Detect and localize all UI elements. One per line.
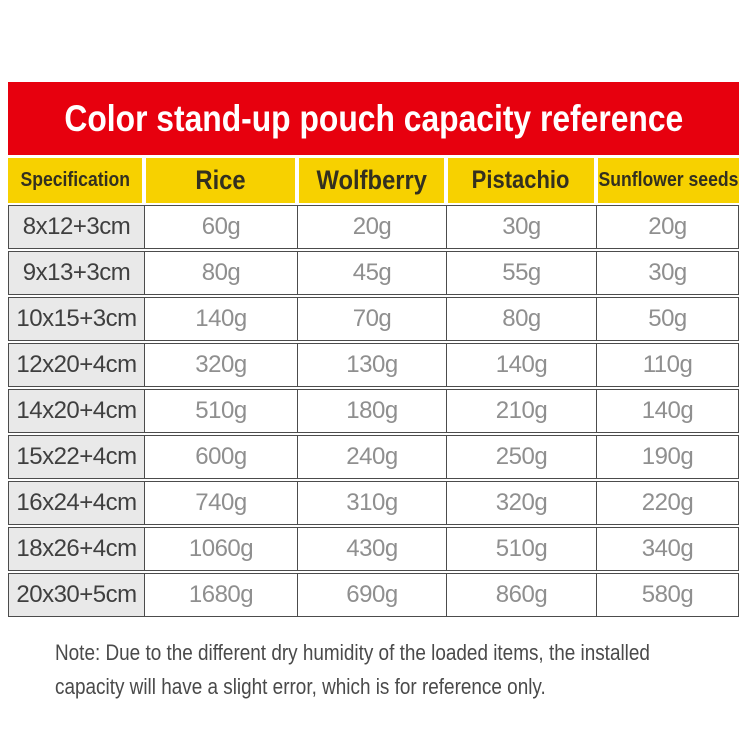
spec-cell: 10x15+3cm <box>8 297 145 341</box>
spec-cell: 16x24+4cm <box>8 481 145 525</box>
column-header-sunflower-seeds <box>598 158 739 203</box>
value-cell: 430g <box>297 527 447 571</box>
spec-cell: 12x20+4cm <box>8 343 145 387</box>
capacity-table-body <box>8 205 739 619</box>
spec-cell: 8x12+3cm <box>8 205 145 249</box>
footnote <box>55 636 747 704</box>
spec-cell: 14x20+4cm <box>8 389 145 433</box>
table-header-row <box>8 158 739 203</box>
page-title: Color stand-up pouch capacity reference <box>64 97 683 139</box>
value-cell: 190g <box>596 435 739 479</box>
table-row <box>8 573 739 617</box>
table-row <box>8 251 739 295</box>
value-cell: 690g <box>297 573 447 617</box>
value-cell: 220g <box>596 481 739 525</box>
table-row <box>8 389 739 433</box>
spec-cell: 9x13+3cm <box>8 251 145 295</box>
value-cell: 80g <box>446 297 597 341</box>
footnote-line: capacity will have a slight error, which is for reference only. <box>55 674 546 699</box>
value-cell: 310g <box>297 481 447 525</box>
value-cell: 600g <box>144 435 298 479</box>
table-row <box>8 343 739 387</box>
table-row <box>8 435 739 479</box>
value-cell: 240g <box>297 435 447 479</box>
value-cell: 30g <box>446 205 597 249</box>
value-cell: 20g <box>596 205 739 249</box>
value-cell: 510g <box>144 389 298 433</box>
value-cell: 180g <box>297 389 447 433</box>
value-cell: 320g <box>144 343 298 387</box>
value-cell: 250g <box>446 435 597 479</box>
value-cell: 210g <box>446 389 597 433</box>
table-row <box>8 527 739 571</box>
value-cell: 580g <box>596 573 739 617</box>
value-cell: 140g <box>596 389 739 433</box>
value-cell: 1060g <box>144 527 298 571</box>
value-cell: 140g <box>446 343 597 387</box>
value-cell: 45g <box>297 251 447 295</box>
spec-cell: 15x22+4cm <box>8 435 145 479</box>
table-row <box>8 481 739 525</box>
column-header-label: Pistachio <box>472 166 570 194</box>
value-cell: 70g <box>297 297 447 341</box>
column-header-rice <box>146 158 295 203</box>
value-cell: 1680g <box>144 573 298 617</box>
value-cell: 140g <box>144 297 298 341</box>
title-banner <box>8 82 739 155</box>
value-cell: 340g <box>596 527 739 571</box>
column-header-wolfberry <box>299 158 444 203</box>
footnote-line: Note: Due to the different dry humidity of the loaded items, the installed <box>55 640 650 665</box>
spec-cell: 20x30+5cm <box>8 573 145 617</box>
column-header-label: Wolfberry <box>316 165 427 195</box>
value-cell: 60g <box>144 205 298 249</box>
column-header-pistachio <box>448 158 594 203</box>
value-cell: 740g <box>144 481 298 525</box>
column-header-specification <box>8 158 142 203</box>
value-cell: 50g <box>596 297 739 341</box>
value-cell: 320g <box>446 481 597 525</box>
value-cell: 510g <box>446 527 597 571</box>
value-cell: 20g <box>297 205 447 249</box>
table-row <box>8 205 739 249</box>
value-cell: 130g <box>297 343 447 387</box>
value-cell: 110g <box>596 343 739 387</box>
column-header-label: Sunflower seeds <box>598 169 739 191</box>
value-cell: 30g <box>596 251 739 295</box>
value-cell: 860g <box>446 573 597 617</box>
value-cell: 80g <box>144 251 298 295</box>
spec-cell: 18x26+4cm <box>8 527 145 571</box>
column-header-label: Rice <box>195 165 246 195</box>
column-header-label: Specification <box>20 169 130 191</box>
table-row <box>8 297 739 341</box>
value-cell: 55g <box>446 251 597 295</box>
